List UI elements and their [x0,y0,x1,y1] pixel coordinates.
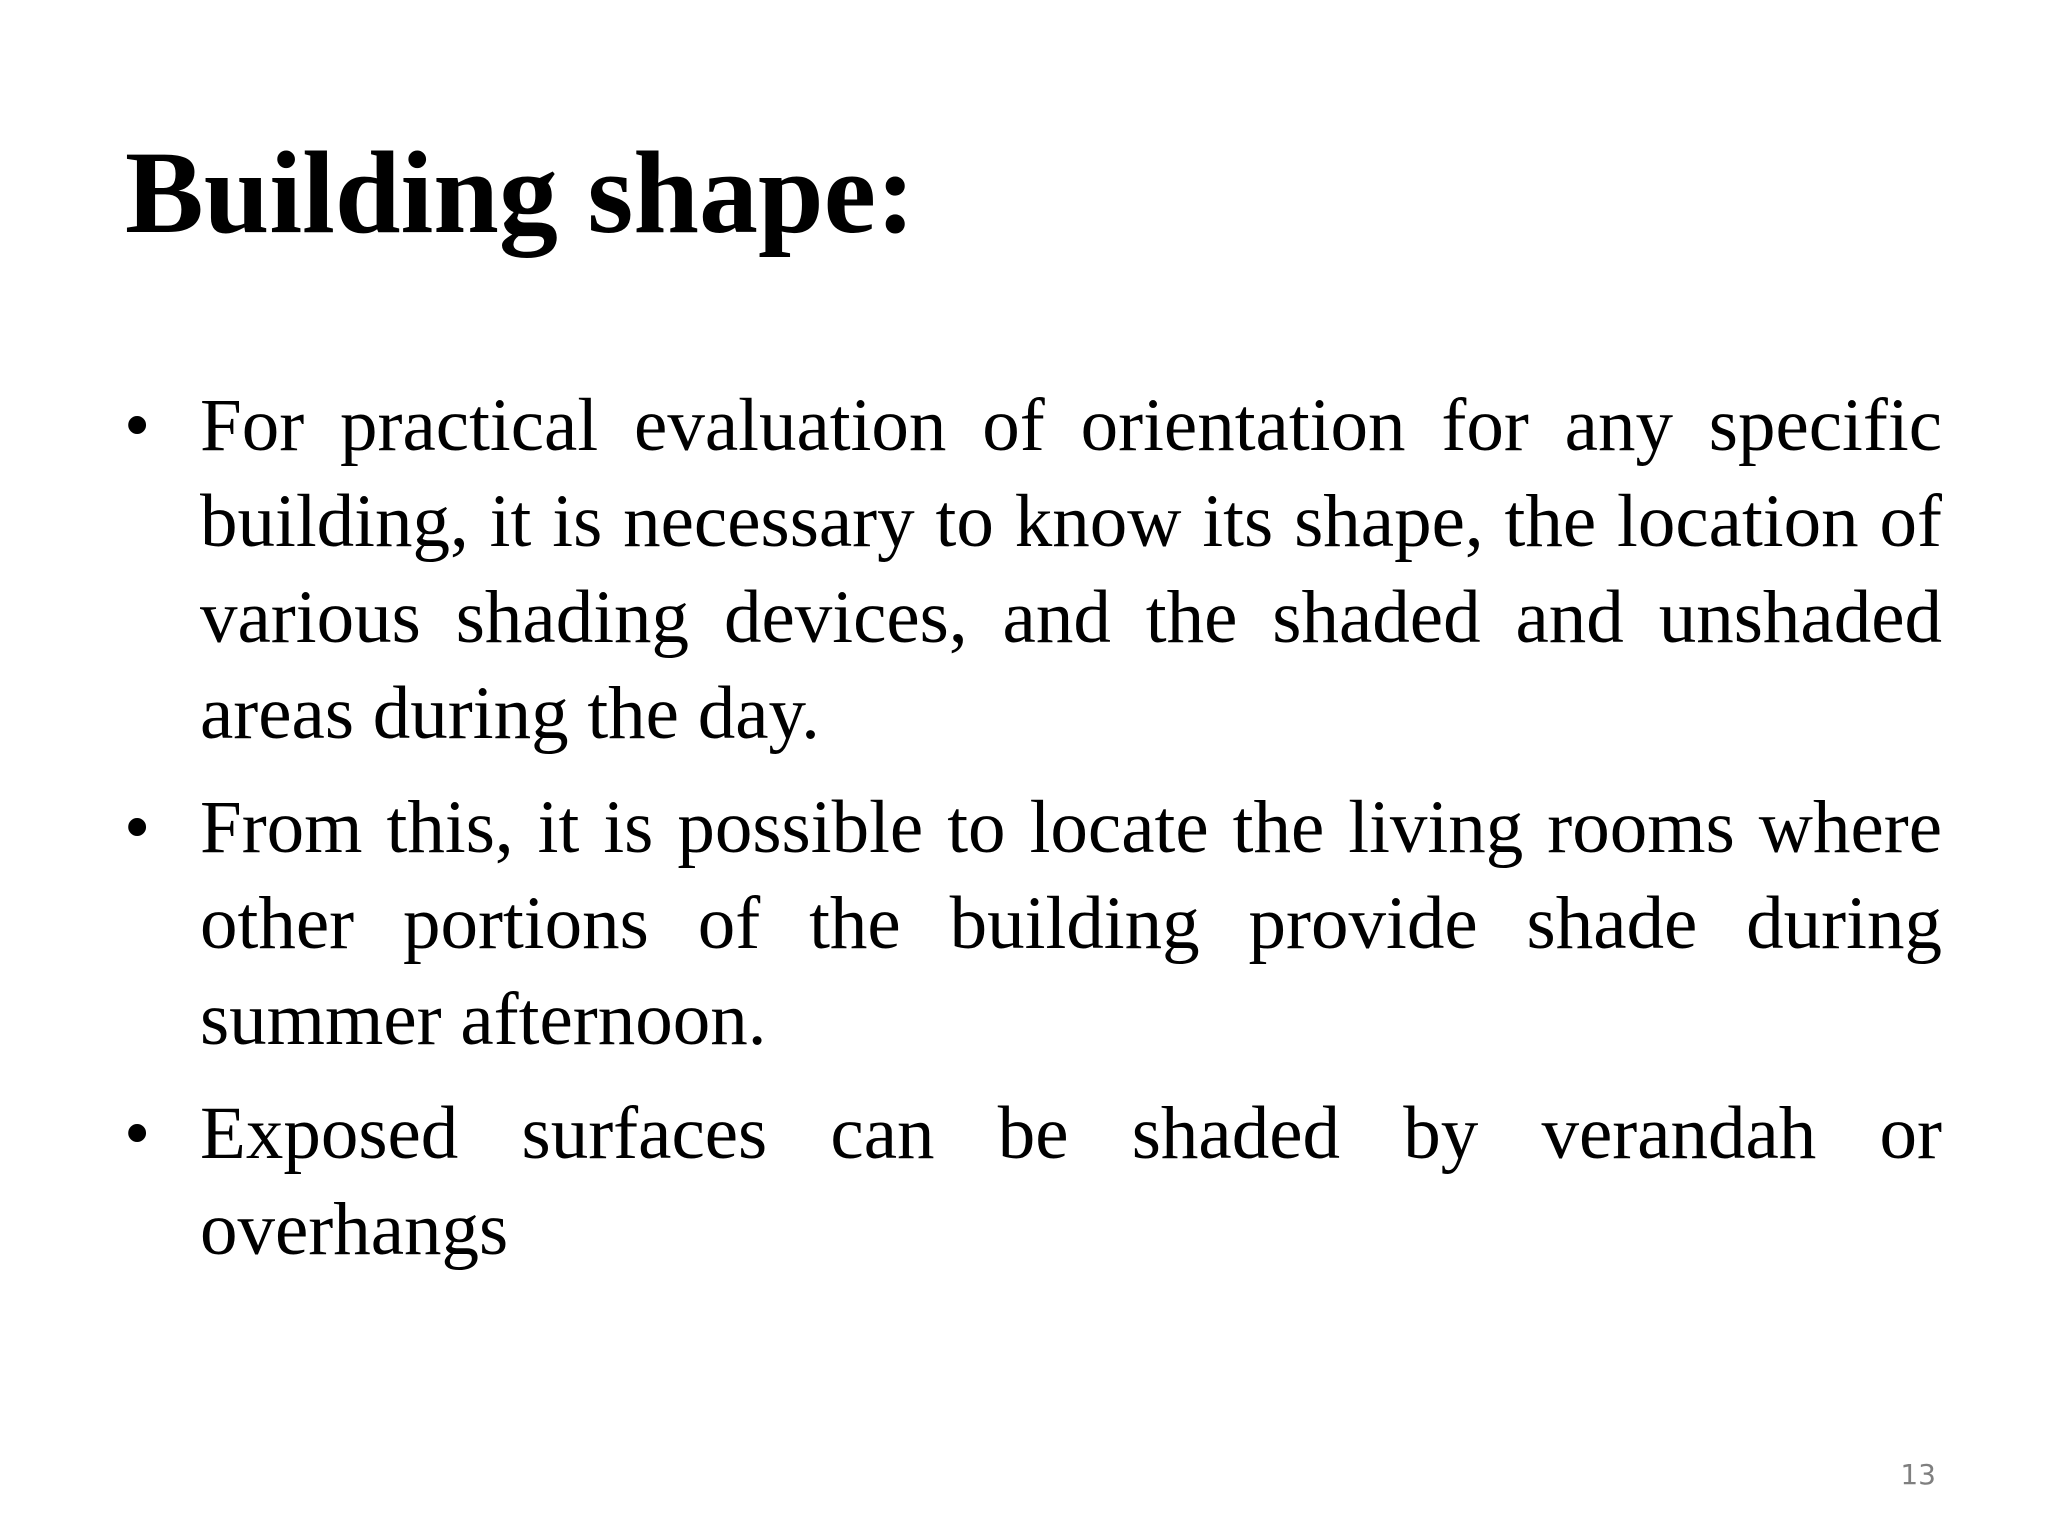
bullet-item-living-rooms: • From this, it is possible to locate the living rooms where other portions of the building provide shade during summer afternoon. [200,780,1942,1068]
bullet-list [200,378,1942,1296]
slide-title: Building shape: [125,127,916,258]
bullet-item-exposed-surfaces: • Exposed surfaces can be shaded by verandah or overhangs [200,1086,1942,1278]
bullet-item-orientation: • For practical evaluation of orientation for any specific building, it is necessary to know its shape, the location of various shading devices, and the shaded and unshaded areas during the day. [200,378,1942,762]
page-number: 13 [1900,1458,1936,1491]
